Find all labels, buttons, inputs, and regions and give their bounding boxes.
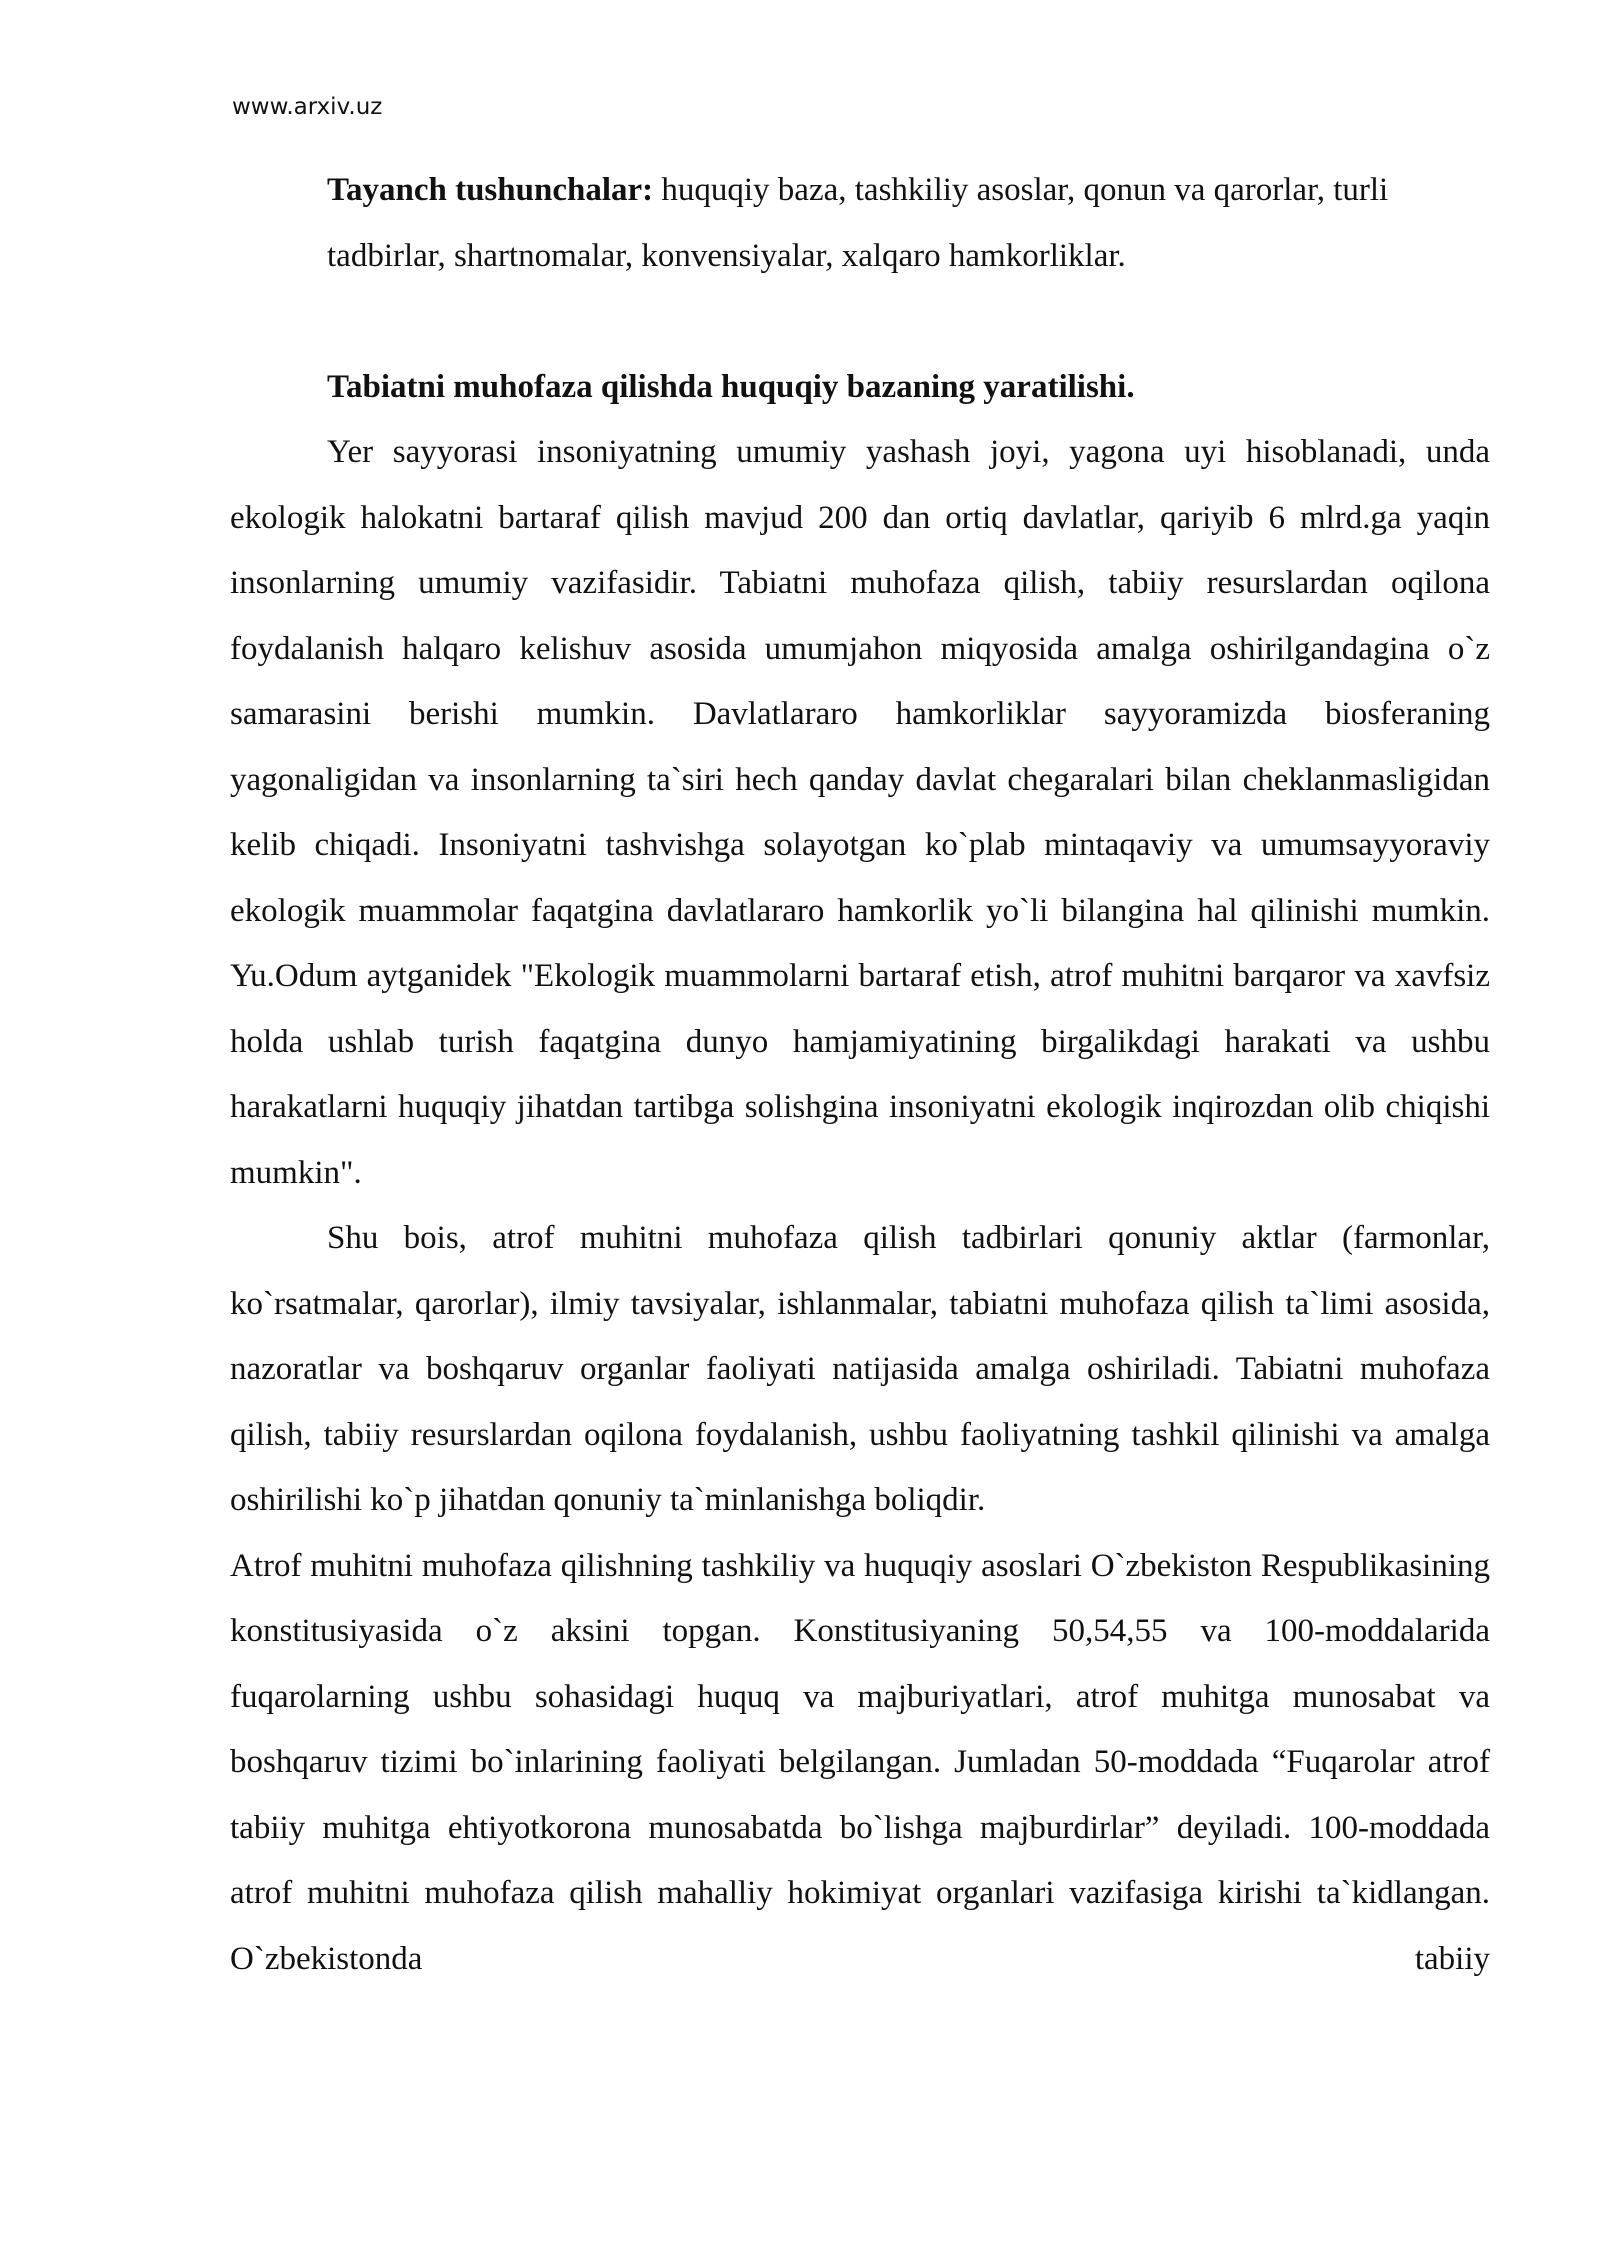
paragraph-1: Yer sayyorasi insoniyatning umumiy yashash joyi, yagona uyi hisoblanadi, unda ekologik halokatni bartaraf qilish mavjud 200 dan ortiq davlatlar, qariyib 6 mlrd.ga yaqin insonlarning umumiy vazifasidir. Tabiatni muhofaza qilish, tabiiy resurslardan oqilona foydalanish halqaro kelishuv asosida umumjahon miqyosida amalga oshirilgandagina o`z samarasini berishi mumkin. Davlatlararo hamkorliklar sayyoramizda biosferaning yagonaligidan va insonlarning ta`siri hech qanday davlat chegaralari bilan cheklanmasligidan kelib chiqadi. Insoniyatni tashvishga solayotgan ko`plab mintaqaviy va umumsayyoraviy ekologik muammolar faqatgina davlatlararo hamkorlik yo`li bilangina hal qilinishi mumkin. Yu.Odum aytganidek "Ekologik muammolarni bartaraf etish, atrof muhitni barqaror va xavfsiz holda ushlab turish faqatgina dunyo hamjamiyatining birgalikdagi harakati va ushbu harakatlarni huquqiy jihatdan tartibga solishgina insoniyatni ekologik inqirozdan olib chiqishi mumkin". [230, 434, 1490, 1191]
key-terms [230, 158, 1490, 289]
section-heading: Tabiatni muhofaza qilishda huquqiy bazaning yaratilishi. [327, 368, 1135, 405]
key-terms-text: huquqiy baza, tashkiliy asoslar, qonun va qarorlar, turli tadbirlar, shartnomalar, konvensiyalar, xalqaro hamkorliklar. [327, 172, 1389, 274]
paragraph-2: Shu bois, atrof muhitni muhofaza qilish tadbirlari qonuniy aktlar (farmonlar, ko`rsatmalar, qarorlar), ilmiy tavsiyalar, ishlanmalar, tabiatni muhofaza qilish ta`limi asosida, nazoratlar va boshqaruv organlar faoliyati natijasida amalga oshiriladi. Tabiatni muhofaza qilish, tabiiy resurslardan oqilona foydalanish, ushbu faoliyatning tashkil qilinishi va amalga oshirilishi ko`p jihatdan qonuniy ta`minlanishga boliqdir. [230, 1220, 1490, 1518]
key-terms-label: Tayanch tushunchalar: [327, 172, 654, 208]
site-url: www.arxiv.uz [232, 94, 383, 120]
paragraph-3: Atrof muhitni muhofaza qilishning tashkiliy va huquqiy asoslari O`zbekiston Respublikasining konstitusiyasida o`z aksini topgan. Konstitusiyaning 50,54,55 va 100-moddalarida fuqarolarning ushbu sohasidagi huquq va majburiyatlari, atrof muhitga munosabat va boshqaruv tizimi bo`inlarining faoliyati belgilangan. Jumladan 50-moddada “Fuqarolar atrof tabiiy muhitga ehtiyotkorona munosabatda bo`lishga majburdirlar” deyiladi. 100-moddada atrof muhitni muhofaza qilish mahalliy hokimiyat organlari vazifasiga kirishi ta`kidlangan. O`zbekistonda tabiiy [230, 1547, 1490, 1977]
document-body [230, 158, 1490, 1992]
